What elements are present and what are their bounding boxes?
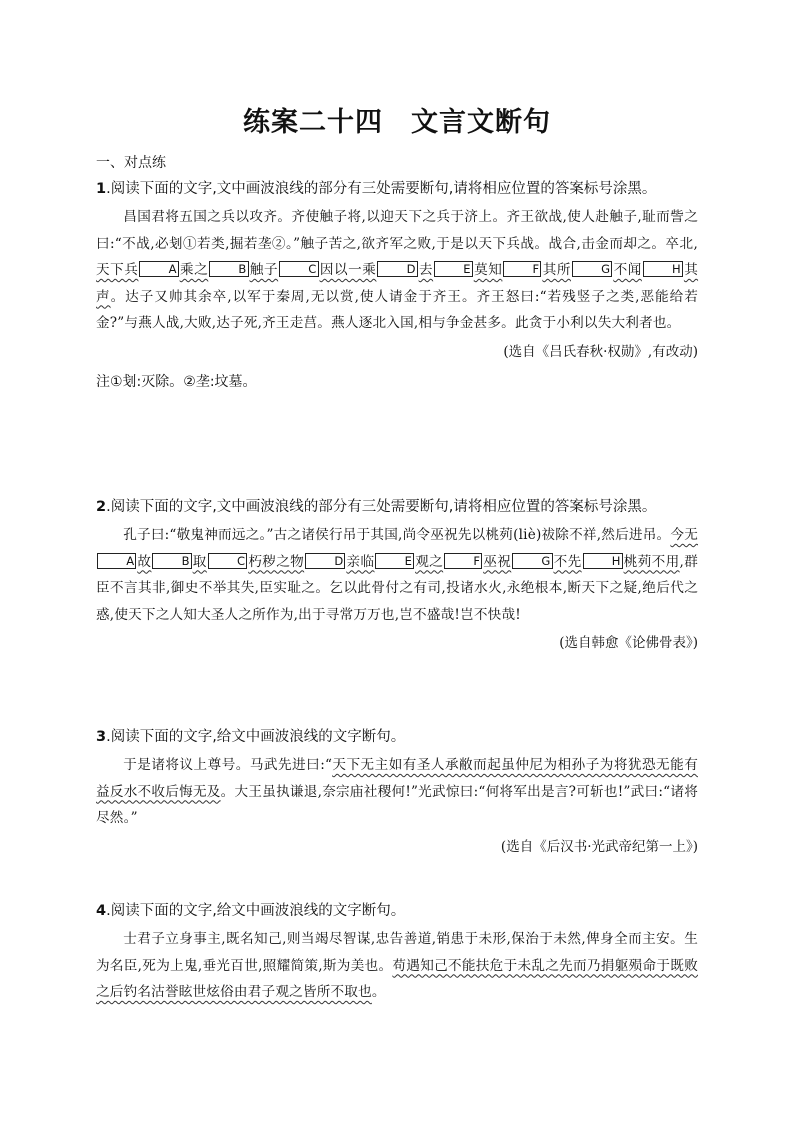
- answer-mark[interactable]: B: [152, 553, 191, 569]
- wavy-underlined-text: 苟遇知己不能扶危于未乱之先而乃捐躯殒命于既败之后钓名沽誉眩世炫俗由君子观之皆所不取也: [96, 957, 698, 1000]
- answer-mark[interactable]: E: [375, 553, 414, 569]
- question-3-source: (选自《后汉书·光武帝纪第一上》): [500, 838, 698, 855]
- question-4-passage: 士君子立身事主,既名知己,则当竭尽智谋,忠告善道,销患于未形,保治于未然,俾身全而主安。生为名臣,死为上鬼,垂光百世,照耀简策,斯为美也。苟遇知己不能扶危于未乱之先而乃捐躯殒命于既败之后钓名沽誉眩世炫俗由君子观之皆所不取也。: [96, 931, 698, 1000]
- question-1-prompt: 1.阅读下面的文字,文中画波浪线的部分有三处需要断句,请将相应位置的答案标号涂黑。: [96, 181, 657, 197]
- question-4-prompt: 4.阅读下面的文字,给文中画波浪线的文字断句。: [96, 903, 406, 919]
- question-2-source: (选自韩愈《论佛骨表》): [559, 635, 698, 651]
- wavy-underlined-text: 天下兵 A 乘之 B 触子 C 因以一乘 D 去 E 莫知 F 其所 G 不闻 H 其声: [96, 262, 699, 305]
- answer-mark[interactable]: F: [444, 553, 482, 569]
- question-2: [96, 494, 698, 656]
- answer-mark[interactable]: C: [279, 261, 318, 277]
- answer-mark[interactable]: A: [97, 553, 136, 569]
- question-1: [96, 176, 698, 395]
- answer-mark[interactable]: F: [503, 261, 541, 277]
- question-2-prompt: 2.阅读下面的文字,文中画波浪线的部分有三处需要断句,请将相应位置的答案标号涂黑。: [96, 499, 657, 515]
- answer-mark[interactable]: H: [583, 553, 623, 569]
- answer-mark[interactable]: D: [305, 553, 345, 569]
- answer-mark[interactable]: A: [139, 261, 178, 277]
- question-1-source: (选自《吕氏春秋·权勋》,有改动): [503, 343, 698, 360]
- answer-mark[interactable]: E: [434, 261, 473, 277]
- question-3-prompt: 3.阅读下面的文字,给文中画波浪线的文字断句。: [96, 729, 406, 745]
- question-1-note: 注①刬:灭除。②垄:坟墓。: [96, 373, 257, 390]
- wavy-underlined-text: 今无A 故 B 取 C 朽秽之物 D 亲临 E 观之 F 巫祝 G 不先 H 桃茢不用: [96, 527, 698, 570]
- page-title: 练案二十四 文言文断句: [243, 107, 551, 138]
- question-2-passage: 孔子曰:“敬鬼神而远之。”古之诸侯行吊于其国,尚令巫祝先以桃茢(liè)祓除不祥,然后进吊。今无A 故 B 取 C 朽秽之物 D 亲临 E 观之 F 巫祝 G 不先 H 桃茢不用,群臣不言其非,御史不举其失,臣实耻之。乞以此骨付之有司,投诸水火,永绝根本,断天下之疑,绝后代之惑,使天下之人知大圣人之所作为,出于寻常万万也,岂不盛哉!岂不快哉!: [96, 527, 698, 623]
- answer-mark[interactable]: B: [209, 261, 248, 277]
- answer-mark[interactable]: C: [208, 553, 247, 569]
- wavy-underlined-text: 天下无主如有圣人承敝而起虽仲尼为相孙子为将犹恐无能有益反水不收后悔无及: [96, 757, 698, 800]
- question-3: [96, 724, 698, 860]
- answer-mark[interactable]: G: [572, 261, 612, 277]
- answer-mark[interactable]: G: [512, 553, 552, 569]
- question-1-passage: 昌国君将五国之兵以攻齐。齐使触子将,以迎天下之兵于济上。齐王欲战,使人赴触子,耻而訾之曰:“不战,必刬①若类,掘若垄②。”触子苦之,欲齐军之败,于是以天下兵战。战合,击金而却之。卒北,天下兵 A 乘之 B 触子 C 因以一乘 D 去 E 莫知 F 其所 G 不闻 H 其声。达子又帅其余卒,以军于秦周,无以赏,使人请金于齐王。齐王怒曰:“若残竖子之类,恶能给若金?”与燕人战,大败,达子死,齐王走莒。燕人逐北入国,相与争金甚多。此贪于小利以失大利者也。: [96, 209, 699, 331]
- answer-mark[interactable]: H: [643, 261, 683, 277]
- section-heading: 一、对点练: [96, 155, 166, 171]
- question-3-passage: 于是诸将议上尊号。马武先进曰:“天下无主如有圣人承敝而起虽仲尼为相孙子为将犹恐无能有益反水不收后悔无及。大王虽执谦退,奈宗庙社稷何!”光武惊曰:“何将军出是言?可斩也!”武曰:“诸将尽然。”: [96, 757, 698, 826]
- question-4: [96, 898, 698, 1006]
- answer-mark[interactable]: D: [377, 261, 417, 277]
